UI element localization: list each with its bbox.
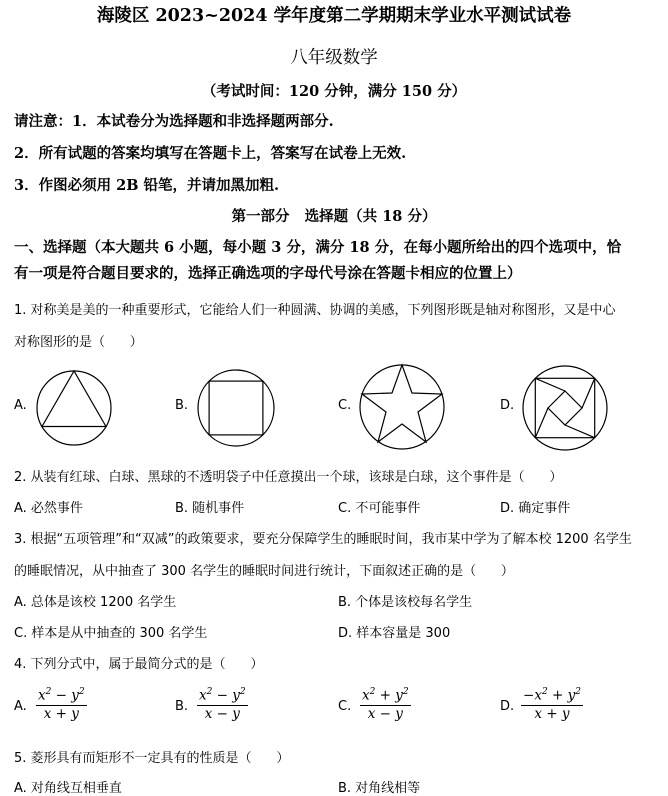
exam-subject: 八年级数学 (290, 48, 378, 68)
circle-inscribed-square-figure (195, 367, 277, 449)
notice-2: 2．所有试题的答案均填写在答题卡上，答案写在试卷上无效. (14, 145, 407, 162)
q5-option-a: A. 对角线互相垂直 (14, 781, 122, 796)
q1-option-c-label: C. (338, 398, 352, 413)
q4-option-b-fraction: $\frac{x^2 - y^2}{x - y}$ (197, 684, 248, 723)
q1-option-a-label: A. (14, 398, 27, 413)
q4-option-a-label: A. (14, 699, 27, 714)
q3-option-b: B. 个体是该校每名学生 (338, 595, 473, 610)
q2-option-d: D. 确定事件 (500, 501, 571, 516)
q1-option-b-label: B. (175, 398, 189, 413)
q2-option-a: A. 必然事件 (14, 501, 83, 516)
q4-option-c-fraction: $\frac{x^2 + y^2}{x - y}$ (360, 684, 411, 723)
q2-option-b: B. 随机事件 (175, 501, 245, 516)
q4-option-b-label: B. (175, 699, 189, 714)
q3-option-a: A. 总体是该校 1200 名学生 (14, 595, 177, 610)
q4-option-c-label: C. (338, 699, 352, 714)
square-in-circle-pinwheel-figure (520, 363, 610, 453)
q3-option-c: C. 样本是从中抽查的 300 名学生 (14, 626, 208, 641)
section-instruction-line1: 一、选择题（本大题共 6 小题，每小题 3 分，满分 18 分，在每小题所给出的四个选项中，恰 (14, 239, 622, 256)
q5-stem: 5. 菱形具有而矩形不一定具有的性质是（ ） (14, 751, 290, 766)
q4-option-d-fraction: $\frac{-x^2 + y^2}{x + y}$ (521, 684, 583, 723)
q2-option-c: C. 不可能事件 (338, 501, 421, 516)
section-instruction-line2: 有一项是符合题目要求的，选择正确选项的字母代号涂在答题卡相应的位置上） (14, 265, 522, 282)
circle-inscribed-star-figure (357, 362, 447, 452)
q5-option-b: B. 对角线相等 (338, 781, 421, 796)
notice-1: 请注意：1．本试卷分为选择题和非选择题两部分. (14, 113, 334, 130)
section-title: 第一部分 选择题（共 18 分） (231, 208, 437, 225)
q2-stem: 2. 从装有红球、白球、黑球的不透明袋子中任意摸出一个球，该球是白球，这个事件是（ ） (14, 470, 563, 485)
exam-title: 海陵区 2023~2024 学年度第二学期期末学业水平测试试卷 (96, 6, 572, 26)
q1-stem-line2: 对称图形的是（ ） (14, 335, 143, 350)
circle-inscribed-triangle-figure (34, 368, 114, 448)
q3-stem-line2: 的睡眠情况，从中抽查了 300 名学生的睡眠时间进行统计，下面叙述正确的是（ ） (14, 564, 514, 579)
q1-option-d-label: D. (500, 398, 515, 413)
q4-option-a-fraction: $\frac{x^2 - y^2}{x + y}$ (36, 684, 87, 723)
q4-stem: 4. 下列分式中，属于最简分式的是（ ） (14, 657, 264, 672)
q4-option-d-label: D. (500, 699, 515, 714)
q1-stem-line1: 1. 对称美是美的一种重要形式，它能给人们一种圆满、协调的美感，下列图形既是轴对称图形，又是中心 (14, 303, 616, 318)
notice-3: 3．作图必须用 2B 铅笔，并请加黑加粗. (14, 177, 280, 194)
q3-stem-line1: 3. 根据“五项管理”和“双减”的政策要求，要充分保障学生的睡眠时间，我市某中学为了解本校 1200 名学生 (14, 532, 632, 547)
exam-time-info: （考试时间：120 分钟，满分 150 分） (201, 83, 467, 100)
q3-option-d: D. 样本容量是 300 (338, 626, 451, 641)
